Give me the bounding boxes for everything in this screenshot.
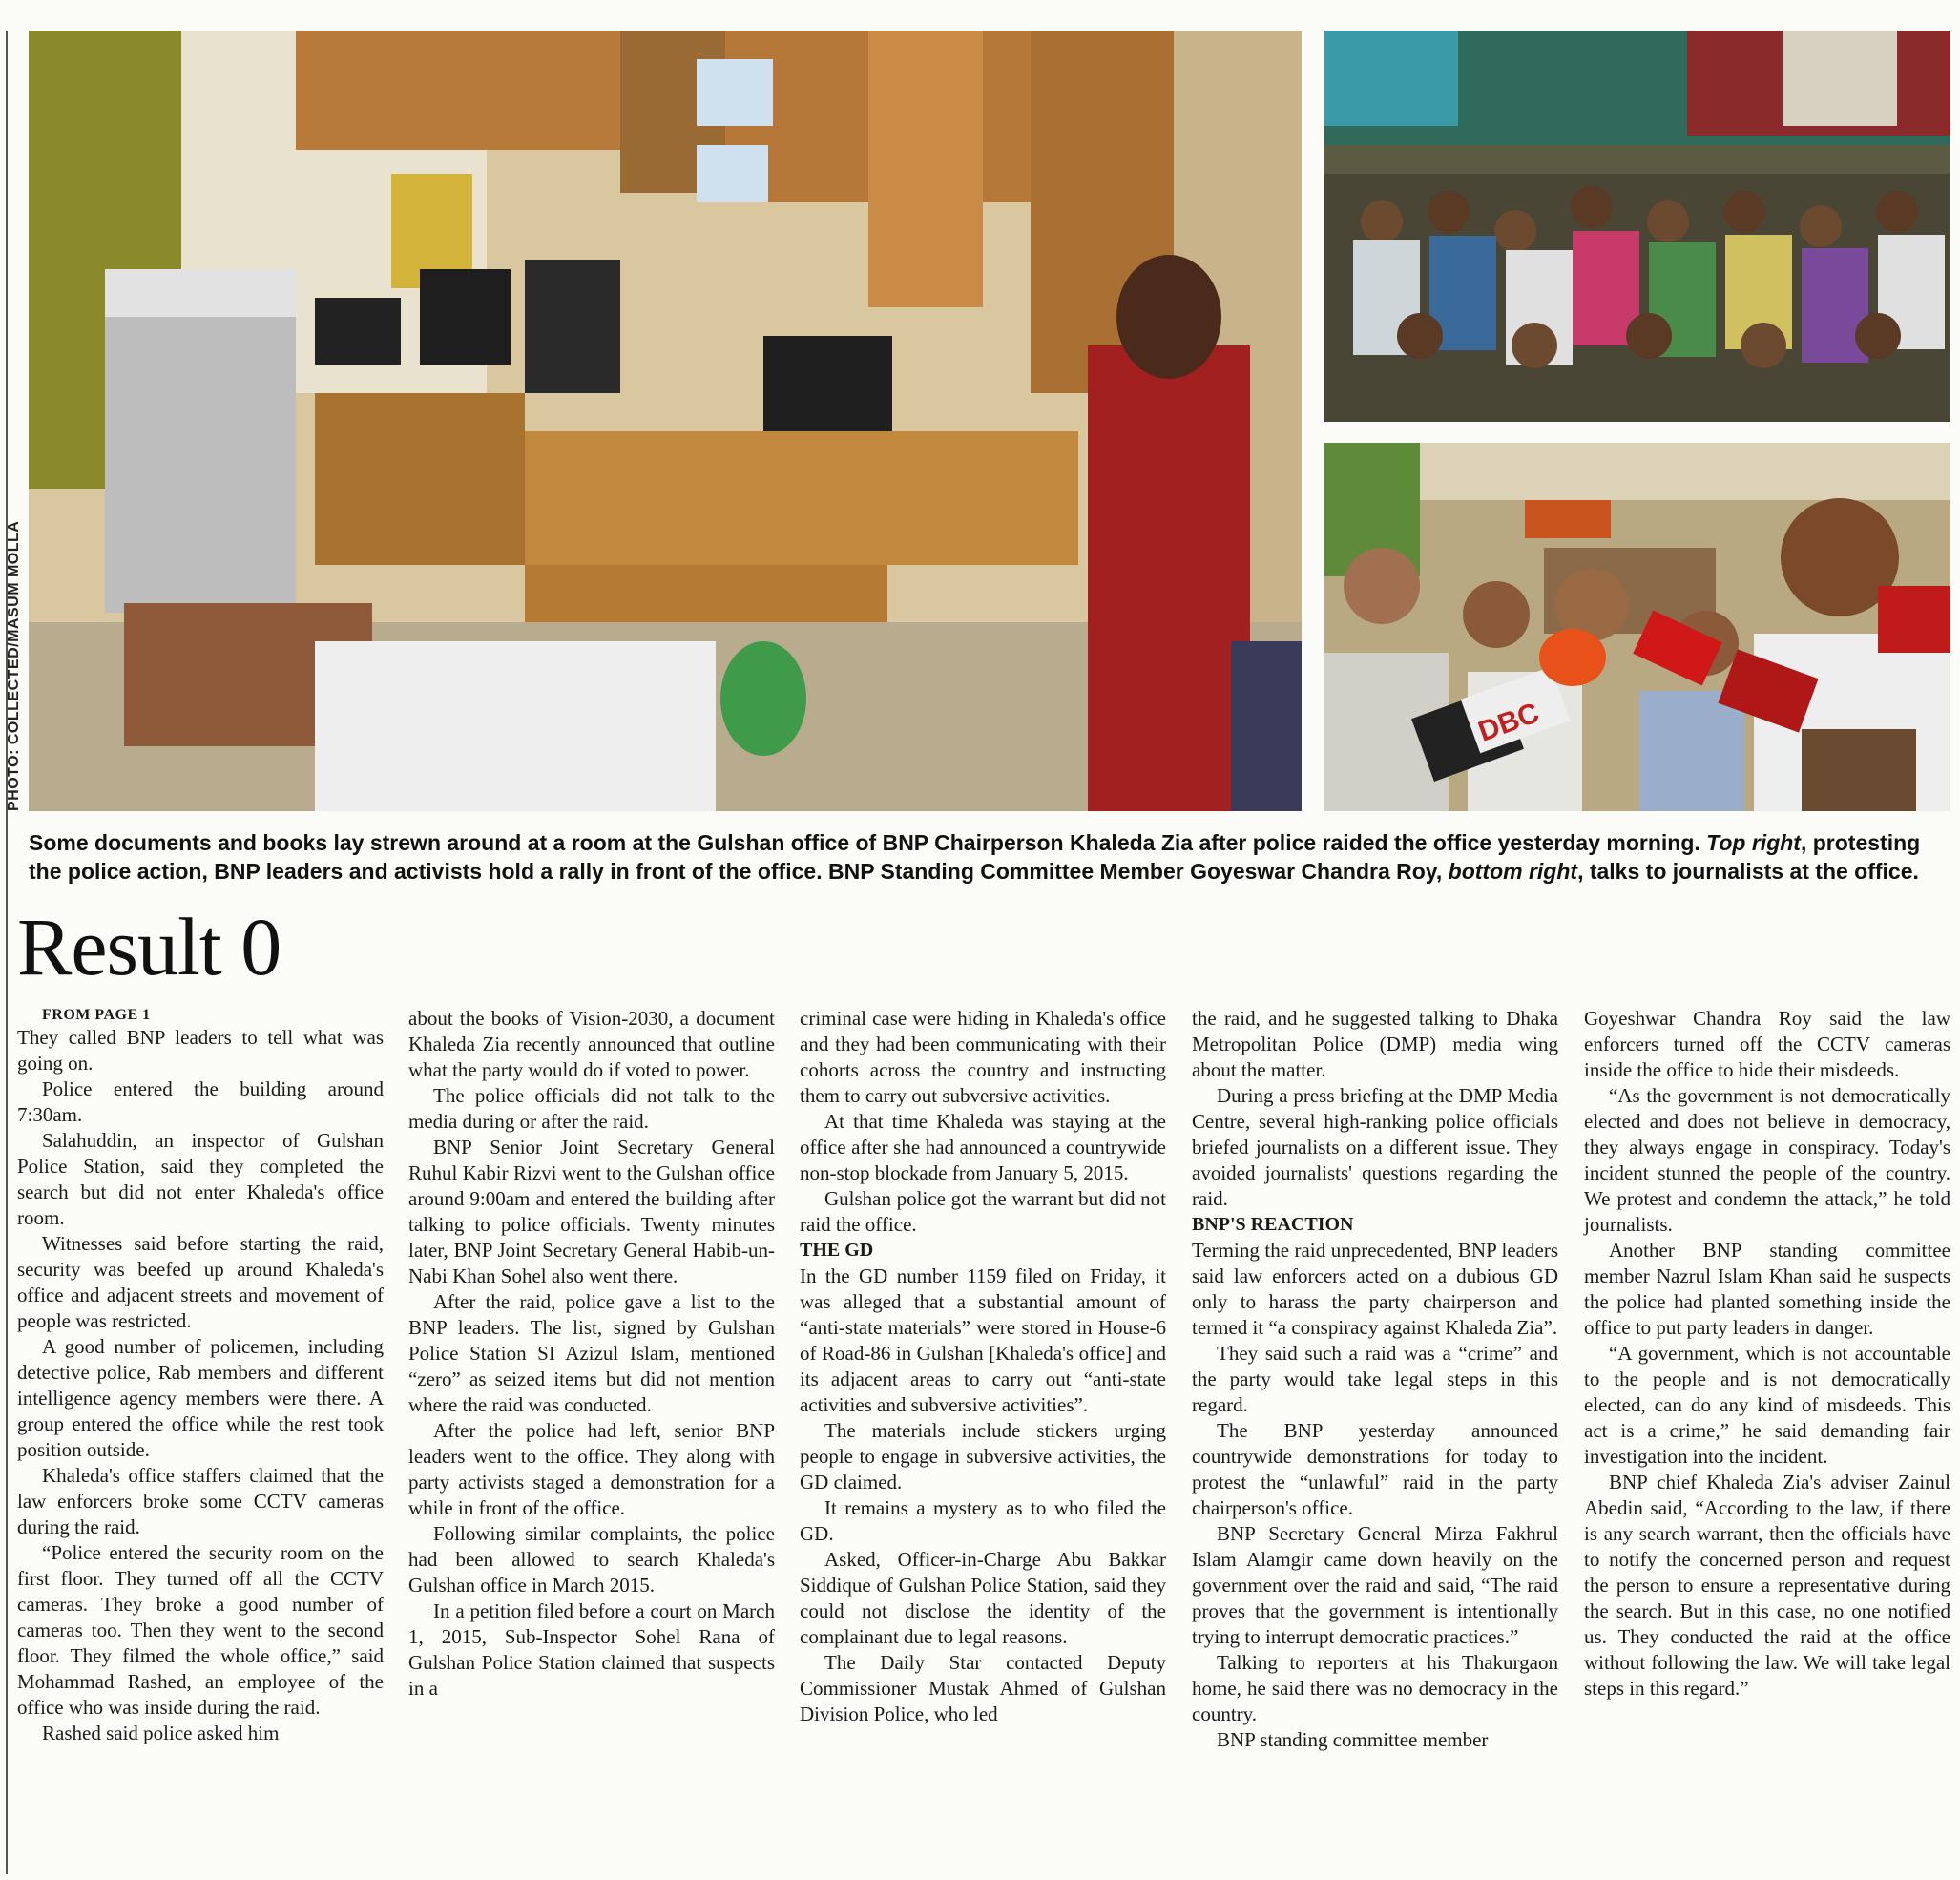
- mic-label-dbc: DBC: [1473, 697, 1544, 748]
- paragraph: Following similar complaints, the police had been allowed to search Khaleda's Gulshan office in March 2015.: [408, 1522, 775, 1597]
- paragraph: the raid, and he suggested talking to Dhaka Metropolitan Police (DMP) media wing about the matter.: [1192, 1007, 1558, 1081]
- paragraph: “As the government is not democratically elected and does not believe in democracy, they always engage in conspiracy. Today's incident stunned the people of the country. We protest and condemn the attack,” he told journalists.: [1584, 1084, 1950, 1236]
- paragraph: Talking to reporters at his Thakurgaon home, he said there was no democracy in the country.: [1192, 1651, 1558, 1725]
- article-column-4: [1192, 1006, 1558, 1753]
- article-headline: Result 0: [17, 901, 281, 992]
- paragraph: The materials include stickers urging people to engage in subversive activities, the GD claimed.: [800, 1419, 1166, 1494]
- photo-office-raid: [29, 31, 1302, 811]
- subhead-the-gd: THE GD: [800, 1240, 874, 1261]
- caption-part1: Some documents and books lay strewn around at a room at the Gulshan office of BNP Chairperson Khaleda Zia after police raided the office yesterday morning.: [29, 830, 1707, 855]
- paragraph: It remains a mystery as to who filed the GD.: [800, 1496, 1166, 1545]
- paragraph: BNP standing committee member: [1217, 1728, 1489, 1751]
- photo-caption: [29, 828, 1947, 886]
- paragraph: Asked, Officer-in-Charge Abu Bakkar Siddique of Gulshan Police Station, said they could not disclose the identity of the complainant due to legal reasons.: [800, 1548, 1166, 1648]
- article-column-5: [1584, 1006, 1950, 1702]
- paragraph: Police entered the building around 7:30am.: [17, 1077, 384, 1126]
- paragraph: At that time Khaleda was staying at the office after she had announced a countrywide non-stop blockade from January 5, 2015.: [800, 1110, 1166, 1184]
- paragraph: “A government, which is not accountable to the people and is not democratically elected, can do any kind of misdeeds. This act is a crime,” he said demanding fair investigation into the incident.: [1584, 1342, 1950, 1468]
- from-page-label: FROM PAGE 1: [42, 1007, 151, 1023]
- photo-credit: PHOTO: COLLECTED/MASUM MOLLA: [6, 520, 22, 811]
- article-column-3: [800, 1006, 1166, 1727]
- paragraph: BNP Secretary General Mirza Fakhrul Islam Alamgir came down heavily on the government over the raid and said, “The raid proves that the government is intentionally trying to interrupt democratic practices.”: [1192, 1522, 1558, 1648]
- paragraph: The police officials did not talk to the media during or after the raid.: [408, 1084, 775, 1133]
- paragraph: In the GD number 1159 filed on Friday, it was alleged that a substantial amount of “anti-state materials” were stored in House-6 of Road-86 in Gulshan [Khaleda's office] and its adjacent areas to carry out “anti-state activities and subversive activities”.: [800, 1264, 1166, 1416]
- paragraph: Terming the raid unprecedented, BNP leaders said law enforcers acted on a dubious GD only to harass the party chairperson and termed it “a conspiracy against Khaleda Zia”.: [1192, 1239, 1558, 1339]
- photo-rally: [1324, 31, 1950, 422]
- paragraph: They said such a raid was a “crime” and the party would take legal steps in this regard.: [1192, 1342, 1558, 1416]
- subhead-bnps-reaction: BNP'S REACTION: [1192, 1214, 1354, 1235]
- paragraph: Khaleda's office staffers claimed that the law enforcers broke some CCTV cameras during the raid.: [17, 1464, 384, 1538]
- paragraph: Another BNP standing committee member Nazrul Islam Khan said he suspects the police had planted something inside the office to put party leaders in danger.: [1584, 1239, 1950, 1339]
- paragraph: Witnesses said before starting the raid, security was beefed up around Khaleda's office and adjacent streets and movement of people was restricted.: [17, 1232, 384, 1332]
- paragraph: about the books of Vision-2030, a document Khaleda Zia recently announced that outline what the party would do if voted to power.: [408, 1007, 775, 1081]
- paragraph: Rashed said police asked him: [42, 1722, 280, 1744]
- caption-bottom-right: bottom right: [1448, 859, 1578, 884]
- paragraph: During a press briefing at the DMP Media Centre, several high-ranking police officials briefed journalists on a different issue. They avoided journalists' questions regarding the raid.: [1192, 1084, 1558, 1210]
- paragraph: Salahuddin, an inspector of Gulshan Police Station, said they completed the search but did not enter Khaleda's office room.: [17, 1129, 384, 1229]
- office-raid-image: [29, 31, 1302, 811]
- paragraph: The Daily Star contacted Deputy Commissioner Mustak Ahmed of Gulshan Division Police, who led: [800, 1651, 1166, 1725]
- paragraph: Gulshan police got the warrant but did not raid the office.: [800, 1187, 1166, 1236]
- paragraph: “Police entered the security room on the first floor. They turned off all the CCTV cameras. They broke a good number of cameras too. Then they went to the second floor. They filmed the whole office,” said Mohammad Rashed, an employee of the office who was inside during the raid.: [17, 1541, 384, 1719]
- article-column-2: [408, 1006, 775, 1702]
- paragraph: They called BNP leaders to tell what was going on.: [17, 1026, 384, 1075]
- paragraph: After the raid, police gave a list to the BNP leaders. The list, signed by Gulshan Police Station SI Azizul Islam, mentioned “zero” as seized items but did not mention where the raid was conducted.: [408, 1290, 775, 1416]
- paragraph: BNP Senior Joint Secretary General Ruhul Kabir Rizvi went to the Gulshan office around 9:00am and entered the building after talking to police officials. Twenty minutes later, BNP Joint Secretary General Habib-un-Nabi Khan Sohel also went there.: [408, 1136, 775, 1287]
- caption-part3: , talks to journalists at the office.: [1577, 859, 1919, 884]
- paragraph: BNP chief Khaleda Zia's adviser Zainul Abedin said, “According to the law, if there is any search warrant, then the officials have to notify the concerned person and request the person to ensure a representative during the search. But in this case, no one notified us. They conducted the raid at the office without following the law. We will take legal steps in this regard.”: [1584, 1471, 1950, 1700]
- article-column-1: [17, 1006, 384, 1746]
- paragraph: Goyeshwar Chandra Roy said the law enforcers turned off the CCTV cameras inside the office to hide their misdeeds.: [1584, 1007, 1950, 1081]
- rally-image: [1324, 31, 1950, 422]
- press-conference-image: [1324, 443, 1950, 811]
- paragraph: The BNP yesterday announced countrywide demonstrations for today to protest the “unlawful” raid in the party chairperson's office.: [1192, 1419, 1558, 1519]
- caption-part2: , protesting the police action, BNP leaders and activists hold a rally in front of the office. BNP Standing Committee Member Goyeswar Chandra Roy,: [29, 830, 1921, 884]
- paragraph: After the police had left, senior BNP leaders went to the office. They along with party activists staged a demonstration for a while in front of the office.: [408, 1419, 775, 1519]
- paragraph: A good number of policemen, including detective police, Rab members and different intelligence agency members were there. A group entered the office while the rest took position outside.: [17, 1335, 384, 1461]
- photo-press-conference: [1324, 443, 1950, 811]
- caption-top-right: Top right: [1706, 830, 1801, 855]
- paragraph: In a petition filed before a court on March 1, 2015, Sub-Inspector Sohel Rana of Gulshan Police Station claimed that suspects in a: [408, 1599, 775, 1700]
- paragraph: criminal case were hiding in Khaleda's office and they had been communicating with their cohorts across the country and instructing them to carry out subversive activities.: [800, 1007, 1166, 1107]
